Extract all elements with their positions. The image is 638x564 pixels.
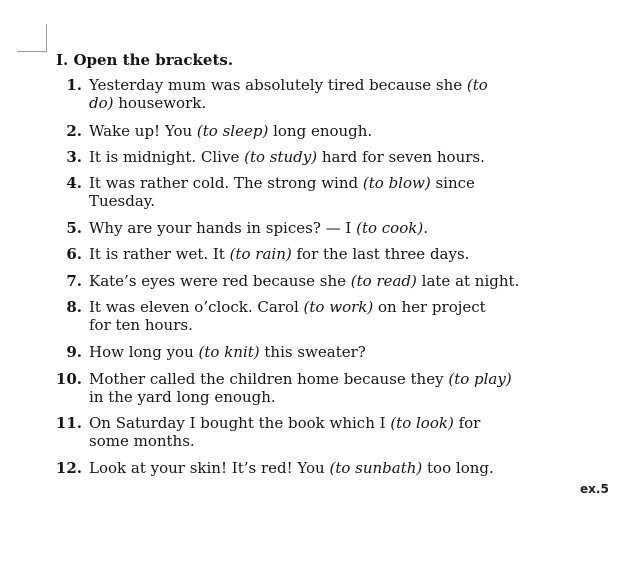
sentence-text: hard for seven hours.: [317, 148, 485, 166]
sentence-text: on her project: [373, 298, 486, 316]
item-text-line: [89, 343, 366, 361]
bracketed-verb: (to sunbath): [329, 459, 423, 477]
bracketed-verb: (to knit): [198, 343, 260, 361]
bracketed-verb: (to play): [448, 370, 512, 388]
item-number: 7.: [66, 272, 82, 290]
item-number: 4.: [66, 174, 82, 192]
exercise-heading: I. Open the brackets.: [56, 51, 234, 69]
sentence-text: for the last three days.: [291, 245, 470, 263]
sentence-text: Mother called the children home because they: [89, 370, 449, 388]
item-text-line: [89, 94, 206, 112]
sentence-text: Look at your skin! It’s red! You: [89, 459, 330, 477]
bracketed-verb: (to cook): [356, 219, 424, 237]
bracketed-verb: (to rain): [229, 245, 292, 263]
item-text-line: [89, 316, 193, 334]
item-number: 5.: [66, 219, 82, 237]
bracketed-verb: (to study): [244, 148, 318, 166]
sentence-text: It was eleven o’clock. Carol: [89, 298, 304, 316]
bracketed-verb: (to look): [390, 414, 454, 432]
sentence-text: some months.: [89, 432, 195, 450]
sentence-text: Tuesday.: [89, 192, 156, 210]
bracketed-verb: (to sleep): [196, 122, 269, 140]
item-text-line: [89, 174, 475, 192]
item-text-line: [89, 298, 486, 316]
bracketed-verb: (to blow): [362, 174, 431, 192]
item-number: 8.: [66, 298, 82, 316]
sentence-text: since: [430, 174, 475, 192]
sentence-text: On Saturday I bought the book which I: [89, 414, 391, 432]
item-number: 11.: [55, 414, 82, 432]
sentence-text: Wake up! You: [89, 122, 197, 140]
bracketed-verb: (to: [466, 76, 488, 94]
sentence-text: late at night.: [416, 272, 520, 290]
item-text-line: [89, 459, 494, 477]
item-number: 6.: [66, 245, 82, 263]
sentence-text: Why are your hands in spices? — I: [89, 219, 357, 237]
sentence-text: in the yard long enough.: [89, 388, 276, 406]
bracketed-verb: do): [89, 94, 114, 112]
bracketed-verb: (to work): [303, 298, 374, 316]
item-text-line: [89, 122, 372, 140]
sentence-text: too long.: [422, 459, 494, 477]
exercise-reference: ex.5: [580, 482, 609, 496]
item-number: 1.: [66, 76, 82, 94]
item-text-line: [89, 272, 519, 290]
item-text-line: [89, 432, 195, 450]
sentence-text: It was rather cold. The strong wind: [89, 174, 363, 192]
sentence-text: Yesterday mum was absolutely tired because she: [89, 76, 467, 94]
item-number: 2.: [66, 122, 82, 140]
sentence-text: for: [453, 414, 481, 432]
sentence-text: long enough.: [268, 122, 373, 140]
item-number: 3.: [66, 148, 82, 166]
item-number: 12.: [55, 459, 82, 477]
sentence-text: It is midnight. Clive: [89, 148, 245, 166]
sentence-text: It is rather wet. It: [89, 245, 230, 263]
item-number: 9.: [66, 343, 82, 361]
item-text-line: [89, 219, 428, 237]
item-text-line: [89, 388, 276, 406]
item-text-line: [89, 245, 469, 263]
sentence-text: for ten hours.: [89, 316, 193, 334]
item-text-line: [89, 148, 485, 166]
sentence-text: How long you: [89, 343, 199, 361]
sentence-text: housework.: [113, 94, 207, 112]
sentence-text: this sweater?: [259, 343, 366, 361]
sentence-text: .: [423, 219, 428, 237]
sentence-text: Kate’s eyes were red because she: [89, 272, 351, 290]
item-text-line: [89, 192, 155, 210]
item-text-line: [89, 76, 488, 94]
item-text-line: [89, 414, 480, 432]
item-text-line: [89, 370, 512, 388]
bracketed-verb: (to read): [350, 272, 417, 290]
item-number: 10.: [55, 370, 82, 388]
